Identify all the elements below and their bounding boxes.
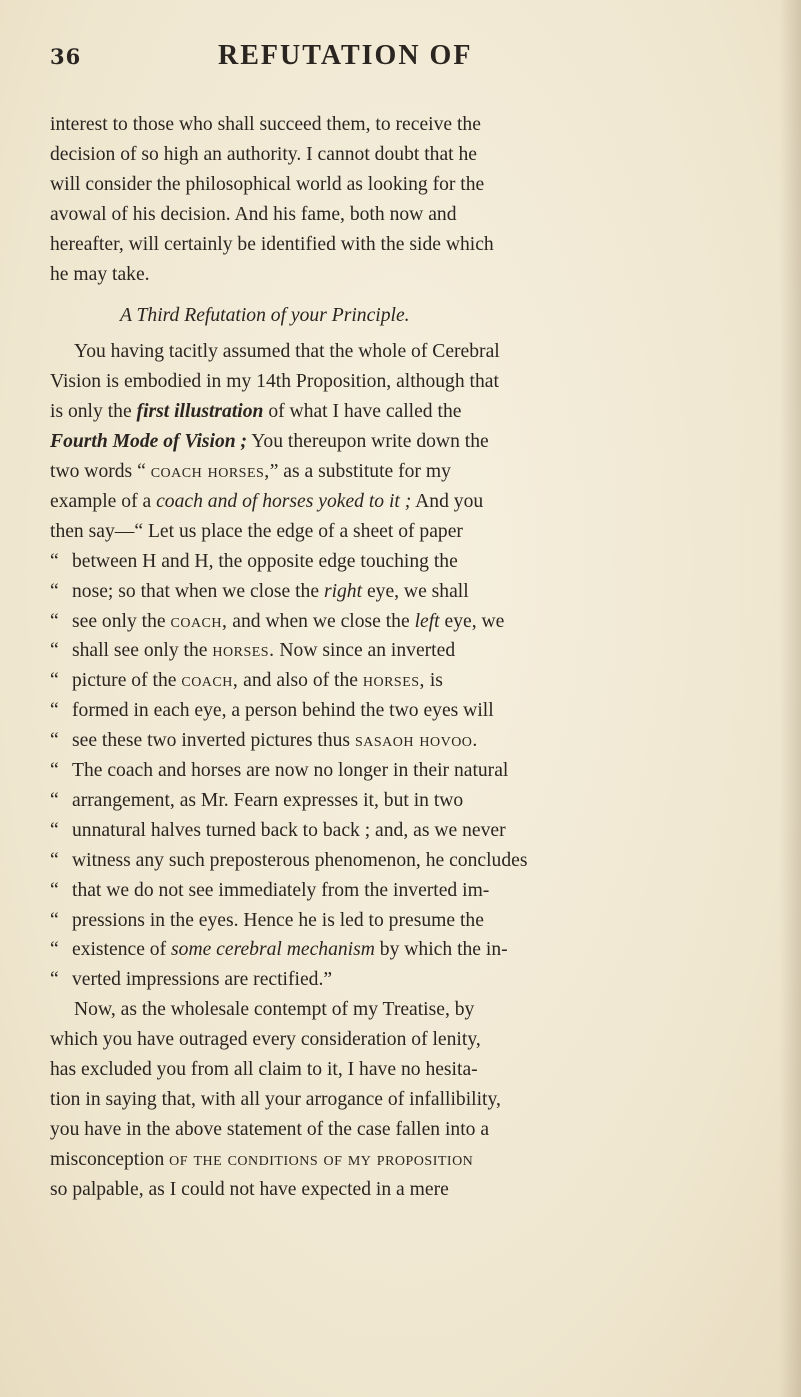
quote-mark: “ <box>50 730 59 752</box>
section-heading <box>50 301 765 331</box>
quote-mark: “ <box>50 789 59 811</box>
text-line: tion in saying that, with all your arrogance of infallibility, <box>50 1089 501 1110</box>
text-line <box>50 846 765 876</box>
text-run: right <box>323 580 363 602</box>
text-run: see these two inverted pictures thus <box>72 730 355 752</box>
text-line <box>50 1145 765 1175</box>
quote-mark: “ <box>50 819 59 841</box>
text-run: sasaoh hovoo. <box>354 730 478 752</box>
text-run: misconception <box>50 1148 170 1170</box>
text-run: and when we close the <box>227 610 415 632</box>
quote-mark: “ <box>50 969 59 991</box>
text-run: of the conditions of my proposition <box>169 1148 474 1170</box>
text-line <box>50 786 765 816</box>
quote-mark: “ <box>50 640 59 662</box>
text-run: horses, <box>362 670 425 692</box>
text-run: nose; so that when we close the <box>72 580 324 602</box>
text-line: interest to those who shall succeed them, to receive the <box>50 114 481 135</box>
page-header <box>50 30 750 80</box>
text-line <box>50 756 765 786</box>
text-line <box>50 487 765 517</box>
heading-part: your Principle. <box>290 305 410 327</box>
text-line <box>50 547 765 577</box>
text-run: shall see only the <box>72 640 213 662</box>
text-line <box>50 935 765 965</box>
text-run: picture of the <box>72 670 182 692</box>
text-line: Now, as the wholesale contempt of my Treatise, by <box>74 999 475 1021</box>
text-run: coach horses, <box>150 460 270 482</box>
quote-mark: “ <box>50 580 59 602</box>
text-line: he may take. <box>50 263 150 285</box>
text-run: pressions in the eyes. Hence he is led to presume the <box>72 909 484 931</box>
text-run: some cerebral mechanism <box>171 939 375 961</box>
quote-mark: “ <box>50 700 59 722</box>
text-line <box>50 427 765 457</box>
text-run: is <box>424 670 443 692</box>
text-run: existence of <box>72 939 172 961</box>
quote-mark: “ <box>50 909 59 931</box>
quote-mark: “ <box>50 939 59 961</box>
text-run: of what I have called the <box>263 401 462 423</box>
text-run: see only the <box>72 610 171 632</box>
text-run: And you <box>411 490 484 512</box>
text-line <box>50 816 765 846</box>
text-line <box>50 666 765 696</box>
text-line: which you have outraged every consideration of lenity, <box>50 1029 481 1051</box>
text-run: The coach and horses are now no longer in their natural <box>72 760 509 782</box>
page-number: 36 <box>50 44 82 69</box>
text-run: coach and of horses yoked to it ; <box>156 490 412 512</box>
text-run: two words “ <box>50 460 151 482</box>
running-head: REFUTATION OF <box>218 40 473 71</box>
quote-mark: “ <box>50 550 59 572</box>
text-run: verted impressions are rectified.” <box>72 969 333 991</box>
heading-part: A <box>120 305 137 327</box>
text-line: avowal of his decision. And his fame, both now and <box>50 203 457 225</box>
quote-mark: “ <box>50 849 59 871</box>
text-run: left <box>414 610 440 632</box>
page-edge-shadow <box>779 0 801 1397</box>
text-line: hereafter, will certainly be identified with the side which <box>50 233 494 255</box>
text-line: so palpable, as I could not have expected in a mere <box>50 1178 449 1200</box>
quote-mark: “ <box>50 670 59 692</box>
text-line: has excluded you from all claim to it, I have no hesita- <box>50 1059 478 1081</box>
text-run: horses. <box>212 640 275 662</box>
text-run: that we do not see immediately from the inverted im- <box>72 879 490 901</box>
text-line <box>50 397 765 427</box>
text-line: then say—“ Let us place the edge of a sheet of paper <box>50 520 463 542</box>
text-line <box>50 577 765 607</box>
text-line: will consider the philosophical world as looking for the <box>50 173 485 195</box>
text-run: arrangement, as Mr. Fearn expresses it, but in two <box>72 789 464 811</box>
text-line <box>50 607 765 637</box>
body-text <box>50 110 765 1205</box>
quote-mark: “ <box>50 610 59 632</box>
heading-part: Third Refutation <box>136 305 266 327</box>
quote-mark: “ <box>50 879 59 901</box>
text-run: example of a <box>50 490 157 512</box>
text-run: coach, <box>170 610 228 632</box>
heading-part: of <box>265 305 291 327</box>
text-run: between H and H, the opposite edge touching the <box>72 550 458 572</box>
text-run: formed in each eye, a person behind the two eyes will <box>72 700 494 722</box>
text-run: by which the in- <box>374 939 508 961</box>
text-line: you have in the above statement of the case fallen into a <box>50 1118 490 1140</box>
text-run: Fourth Mode of Vision ; <box>50 431 248 453</box>
text-line: You having tacitly assumed that the whole of Cerebral <box>74 341 500 363</box>
text-run: first illustration <box>136 401 264 423</box>
text-run: unnatural halves turned back to back ; and, as we never <box>72 819 506 841</box>
text-line <box>50 906 765 936</box>
text-run: is only the <box>50 401 137 423</box>
text-line: decision of so high an authority. I cannot doubt that he <box>50 143 477 165</box>
text-run: You thereupon write down the <box>247 431 489 453</box>
text-line <box>50 876 765 906</box>
text-run: ” as a substitute for my <box>269 460 451 482</box>
text-line <box>50 636 765 666</box>
text-line <box>50 965 765 995</box>
text-line <box>50 726 765 756</box>
text-run: coach, <box>181 670 239 692</box>
text-line <box>50 457 765 487</box>
text-line <box>50 696 765 726</box>
text-run: eye, we <box>439 610 505 632</box>
text-line: Vision is embodied in my 14th Proposition, although that <box>50 371 499 393</box>
text-run: eye, we shall <box>362 580 469 602</box>
text-run: witness any such preposterous phenomenon, he concludes <box>72 849 528 871</box>
text-run: Now since an inverted <box>274 640 456 662</box>
quote-mark: “ <box>50 760 59 782</box>
text-run: and also of the <box>238 670 363 692</box>
